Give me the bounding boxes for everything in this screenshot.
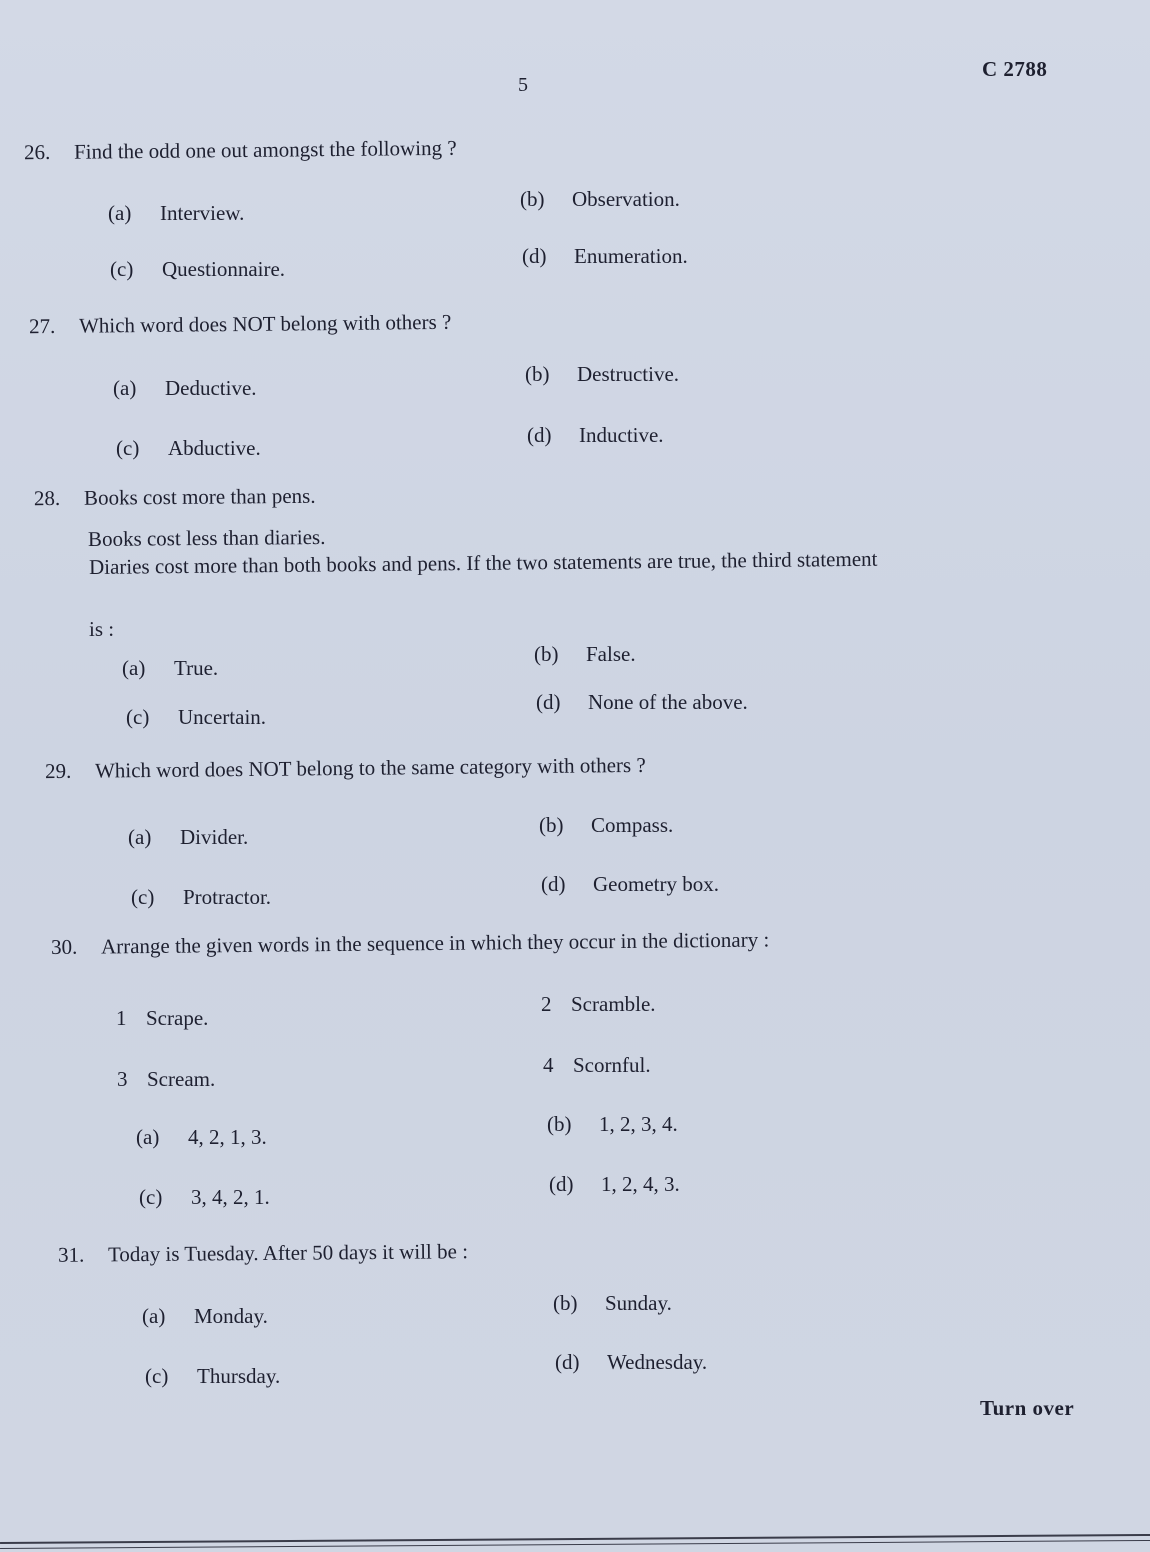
option-27d bbox=[527, 423, 664, 448]
option-label: (a) bbox=[142, 1304, 166, 1328]
page-number: 5 bbox=[518, 74, 528, 96]
option-label: (b) bbox=[547, 1112, 572, 1136]
word-text: Scream. bbox=[147, 1067, 216, 1091]
question-text: Which word does NOT belong with others ? bbox=[78, 309, 452, 338]
option-text: Abductive. bbox=[168, 436, 261, 460]
question-number: 29. bbox=[44, 758, 72, 784]
option-29c bbox=[131, 885, 271, 910]
turn-over-label: Turn over bbox=[980, 1396, 1075, 1420]
option-29b bbox=[539, 813, 673, 838]
paper-code: C 2788 bbox=[982, 57, 1048, 81]
option-text: 3, 4, 2, 1. bbox=[191, 1185, 270, 1209]
option-text: Inductive. bbox=[579, 423, 664, 447]
option-label: (d) bbox=[527, 423, 552, 447]
question-number: 28. bbox=[33, 485, 61, 511]
option-text: Geometry box. bbox=[593, 872, 719, 896]
option-27c bbox=[116, 436, 261, 461]
option-label: (b) bbox=[539, 813, 564, 837]
option-label: (d) bbox=[536, 690, 561, 714]
option-text: Deductive. bbox=[165, 376, 257, 400]
option-label: (c) bbox=[116, 436, 140, 460]
question-number: 30. bbox=[50, 934, 78, 959]
option-text: Wednesday. bbox=[607, 1350, 708, 1374]
option-label: (b) bbox=[525, 362, 550, 386]
option-text: Uncertain. bbox=[178, 705, 267, 729]
question-text: Find the odd one out amongst the following ? bbox=[73, 135, 457, 164]
option-28b bbox=[534, 642, 636, 667]
option-text: 1, 2, 3, 4. bbox=[599, 1112, 678, 1136]
question-28-line-2: Books cost less than diaries. bbox=[87, 524, 326, 552]
option-text: Destructive. bbox=[577, 362, 680, 386]
option-text: None of the above. bbox=[588, 690, 748, 714]
option-31a bbox=[142, 1304, 268, 1329]
question-text: Which word does NOT belong to the same category with others ? bbox=[94, 752, 646, 783]
option-text: Thursday. bbox=[197, 1364, 281, 1388]
option-27b bbox=[525, 362, 679, 387]
option-text: Enumeration. bbox=[574, 244, 688, 268]
option-label: (a) bbox=[122, 656, 146, 680]
option-label: (c) bbox=[110, 257, 134, 281]
option-label: (b) bbox=[520, 187, 545, 211]
option-31b bbox=[553, 1291, 672, 1316]
word-number: 1 bbox=[116, 1006, 127, 1030]
option-label: (a) bbox=[128, 825, 152, 849]
option-26b bbox=[520, 187, 680, 212]
option-30d bbox=[549, 1172, 680, 1197]
word-number: 4 bbox=[543, 1053, 554, 1077]
option-label: (b) bbox=[534, 642, 559, 666]
option-text: True. bbox=[174, 656, 219, 680]
option-label: (c) bbox=[126, 705, 150, 729]
option-30a bbox=[136, 1125, 267, 1150]
word-text: Scornful. bbox=[573, 1053, 651, 1077]
option-label: (d) bbox=[549, 1172, 574, 1196]
option-text: 1, 2, 4, 3. bbox=[601, 1172, 680, 1196]
question-text: Books cost more than pens. bbox=[83, 483, 316, 510]
word-item-1 bbox=[116, 1006, 208, 1031]
option-label: (d) bbox=[541, 872, 566, 896]
option-label: (c) bbox=[131, 885, 155, 909]
word-text: Scramble. bbox=[571, 992, 656, 1016]
question-29 bbox=[45, 753, 646, 784]
option-31d bbox=[555, 1350, 707, 1375]
question-27 bbox=[29, 310, 452, 339]
question-26 bbox=[24, 136, 457, 166]
option-label: (a) bbox=[113, 376, 137, 400]
word-number: 3 bbox=[117, 1067, 128, 1091]
option-text: Sunday. bbox=[605, 1291, 672, 1315]
option-text: Observation. bbox=[572, 187, 680, 211]
option-29d bbox=[541, 872, 719, 897]
question-text: Today is Tuesday. After 50 days it will be : bbox=[107, 1239, 469, 1267]
option-28d bbox=[536, 690, 748, 715]
word-item-3 bbox=[117, 1067, 215, 1092]
option-text: Compass. bbox=[591, 813, 674, 837]
word-text: Scrape. bbox=[146, 1006, 209, 1030]
option-26c bbox=[110, 257, 285, 282]
option-text: Interview. bbox=[160, 201, 245, 225]
option-text: Monday. bbox=[194, 1304, 268, 1328]
option-27a bbox=[113, 376, 257, 401]
option-text: Protractor. bbox=[183, 885, 272, 909]
option-label: (d) bbox=[555, 1350, 580, 1374]
question-28-line-3: Diaries cost more than both books and pens. If the two statements are true, the third statement bbox=[88, 546, 878, 579]
question-28 bbox=[34, 484, 316, 511]
option-text: Questionnaire. bbox=[162, 257, 286, 281]
option-label: (b) bbox=[553, 1291, 578, 1315]
question-number: 26. bbox=[23, 139, 51, 165]
option-label: (a) bbox=[136, 1125, 160, 1149]
question-text: Arrange the given words in the sequence in which they occur in the dictionary : bbox=[100, 927, 770, 959]
question-number: 31. bbox=[57, 1242, 85, 1267]
option-30c bbox=[139, 1185, 270, 1210]
option-26d bbox=[522, 244, 688, 269]
option-31c bbox=[145, 1364, 280, 1389]
question-number: 27. bbox=[28, 313, 56, 339]
option-label: (c) bbox=[145, 1364, 169, 1388]
option-29a bbox=[128, 825, 248, 850]
question-28-line-4: is : bbox=[89, 617, 115, 641]
option-label: (c) bbox=[139, 1185, 163, 1209]
option-28c bbox=[126, 705, 266, 730]
option-text: 4, 2, 1, 3. bbox=[188, 1125, 267, 1149]
question-30 bbox=[51, 927, 770, 960]
word-item-2 bbox=[541, 992, 656, 1017]
word-item-4 bbox=[543, 1053, 651, 1078]
word-number: 2 bbox=[541, 992, 552, 1016]
option-30b bbox=[547, 1112, 678, 1137]
question-31 bbox=[58, 1239, 468, 1268]
option-text: Divider. bbox=[180, 825, 249, 849]
option-26a bbox=[108, 201, 244, 226]
option-label: (a) bbox=[108, 201, 132, 225]
option-text: False. bbox=[586, 642, 636, 666]
option-28a bbox=[122, 656, 218, 681]
option-label: (d) bbox=[522, 244, 547, 268]
bottom-rule bbox=[0, 1534, 1150, 1544]
